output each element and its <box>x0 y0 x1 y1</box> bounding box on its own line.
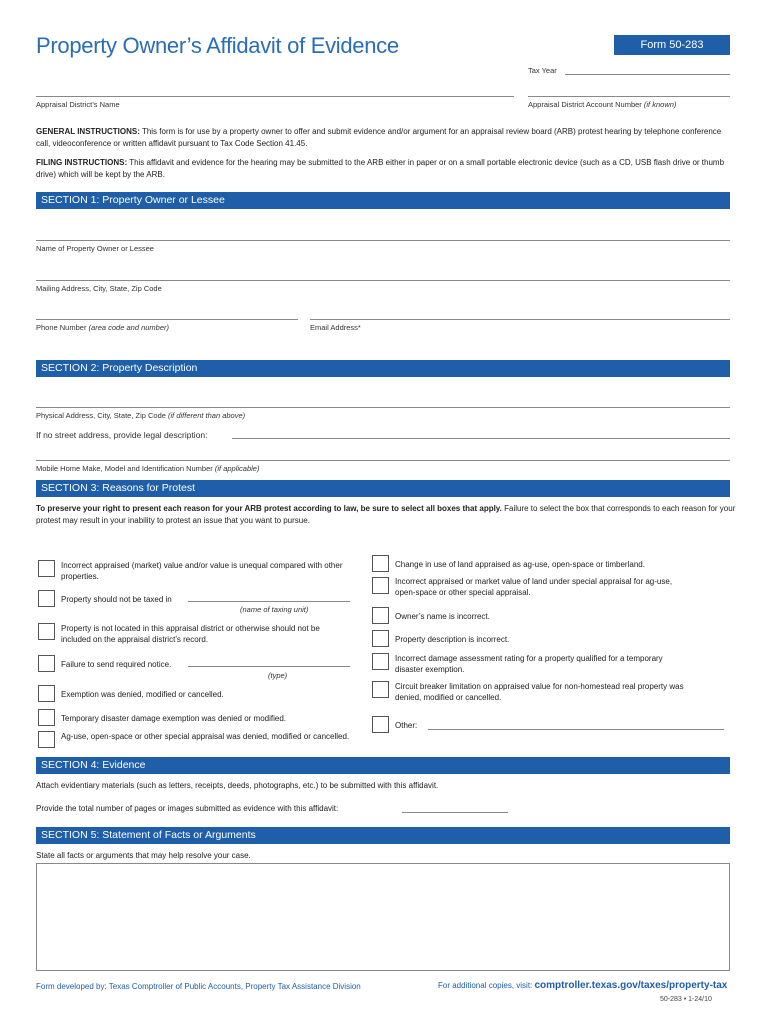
reason-damage-rating: Incorrect damage assessment rating for a property qualified for a temporary disaster exemption. <box>395 654 663 674</box>
section-4-header: SECTION 4: Evidence <box>36 757 730 774</box>
evidence-attach-text: Attach evidentiary materials (such as letters, receipts, deeds, photographs, etc.) to be submitted with this affidavit. <box>36 781 439 790</box>
form-number-badge: Form 50-283 <box>614 35 730 55</box>
reason-exemption: Exemption was denied, modified or cancelled. <box>61 690 224 699</box>
mobile-home-field[interactable] <box>36 460 730 461</box>
reason-ag-use: Ag-use, open-space or other special appraisal was denied, modified or cancelled. <box>61 732 350 741</box>
account-number-field[interactable] <box>528 96 730 97</box>
evidence-pages-text: Provide the total number of pages or images submitted as evidence with this affidavit: <box>36 804 339 813</box>
footer-developed: Form developed by: Texas Comptroller of Public Accounts, Property Tax Assistance Division <box>36 982 361 991</box>
district-name-field[interactable] <box>36 96 514 97</box>
email-field[interactable] <box>310 319 730 320</box>
mailing-address-label: Mailing Address, City, State, Zip Code <box>36 284 162 293</box>
phone-field[interactable] <box>36 319 298 320</box>
checkbox-circuit-breaker[interactable] <box>372 681 389 698</box>
checkbox-damage-rating[interactable] <box>372 653 389 670</box>
reason-not-taxed: Property should not be taxed in <box>61 595 172 604</box>
filing-instructions: FILING INSTRUCTIONS: This affidavit and evidence for the hearing may be submitted to the ARB either in paper or on a small portable electronic device (such as a CD, USB flash drive or thumb drive) which will be kept by the ARB. <box>36 158 725 179</box>
notice-type-field[interactable] <box>188 666 350 667</box>
statement-textarea[interactable] <box>36 863 730 971</box>
legal-description-field[interactable] <box>232 438 730 439</box>
taxing-unit-field[interactable] <box>188 601 350 602</box>
notice-type-note: (type) <box>268 671 288 680</box>
protest-intro: To preserve your right to present each reason for your ARB protest according to law, be sure to select all boxes that apply. Failure to select the box that corresponds to each reason for your protest may result in your inability to protest an issue that you want to pursue. <box>36 504 736 525</box>
general-instructions: GENERAL INSTRUCTIONS: This form is for use by a property owner to offer and submit evidence and/or argument for an appraisal review board (ARB) protest hearing by telephone conference call, videoconference or written affidavit pursuant to Tax Code Section 41.45. <box>36 127 722 148</box>
checkbox-ag-use[interactable] <box>38 731 55 748</box>
phone-label: Phone Number (area code and number) <box>36 323 170 332</box>
owner-name-label: Name of Property Owner or Lessee <box>36 244 154 253</box>
checkbox-incorrect-value[interactable] <box>38 560 55 577</box>
form-title: Property Owner’s Affidavit of Evidence <box>36 33 399 58</box>
checkbox-other[interactable] <box>372 716 389 733</box>
checkbox-not-taxed[interactable] <box>38 590 55 607</box>
section-2-header: SECTION 2: Property Description <box>36 360 730 377</box>
checkbox-description[interactable] <box>372 630 389 647</box>
tax-year-field[interactable] <box>565 74 730 75</box>
tax-year-label: Tax Year <box>528 66 557 75</box>
physical-address-label: Physical Address, City, State, Zip Code (if different than above) <box>36 411 246 420</box>
reason-change-use: Change in use of land appraised as ag-use, open-space or timberland. <box>395 560 645 569</box>
district-name-label: Appraisal District’s Name <box>36 100 120 109</box>
account-number-label: Appraisal District Account Number (if known) <box>528 100 677 109</box>
mobile-home-label: Mobile Home Make, Model and Identification Number (if applicable) <box>36 464 260 473</box>
checkbox-notice[interactable] <box>38 655 55 672</box>
reason-incorrect-value: Incorrect appraised (market) value and/or value is unequal compared with other properties. <box>61 561 343 581</box>
taxing-unit-note: (name of taxing unit) <box>240 605 309 614</box>
reason-disaster-exemption: Temporary disaster damage exemption was denied or modified. <box>61 714 287 723</box>
section-3-header: SECTION 3: Reasons for Protest <box>36 480 730 497</box>
footer-url-link[interactable]: comptroller.texas.gov/taxes/property-tax <box>534 980 728 991</box>
reason-other: Other: <box>395 721 418 730</box>
legal-description-label: If no street address, provide legal description: <box>36 430 208 440</box>
checkbox-exemption[interactable] <box>38 685 55 702</box>
checkbox-land-value[interactable] <box>372 577 389 594</box>
footer-copies: For additional copies, visit: comptroller.texas.gov/taxes/property-tax <box>438 980 728 991</box>
section-5-header: SECTION 5: Statement of Facts or Arguments <box>36 827 730 844</box>
checkbox-disaster-exemption[interactable] <box>38 709 55 726</box>
statement-instructions: State all facts or arguments that may help resolve your case. <box>36 851 251 860</box>
mailing-address-field[interactable] <box>36 280 730 281</box>
checkbox-change-use[interactable] <box>372 555 389 572</box>
other-reason-field[interactable] <box>428 729 724 730</box>
reason-circuit-breaker: Circuit breaker limitation on appraised value for non-homestead real property was denied, modified or cancelled. <box>395 682 684 702</box>
evidence-pages-field[interactable] <box>402 812 508 813</box>
reason-description: Property description is incorrect. <box>395 635 510 644</box>
checkbox-owner-name[interactable] <box>372 607 389 624</box>
email-label: Email Address* <box>310 323 361 332</box>
owner-name-field[interactable] <box>36 240 730 241</box>
checkbox-not-located[interactable] <box>38 623 55 640</box>
reason-notice: Failure to send required notice. <box>61 660 172 669</box>
reason-land-value: Incorrect appraised or market value of land under special appraisal for ag-use, open-space or other special appraisal. <box>395 577 673 597</box>
footer-form-code: 50-283 • 1-24/10 <box>660 996 712 1003</box>
section-1-header: SECTION 1: Property Owner or Lessee <box>36 192 730 209</box>
reason-owner-name: Owner’s name is incorrect. <box>395 612 490 621</box>
reason-not-located: Property is not located in this appraisal district or otherwise should not be included on the appraisal district’s record. <box>61 624 320 644</box>
physical-address-field[interactable] <box>36 407 730 408</box>
